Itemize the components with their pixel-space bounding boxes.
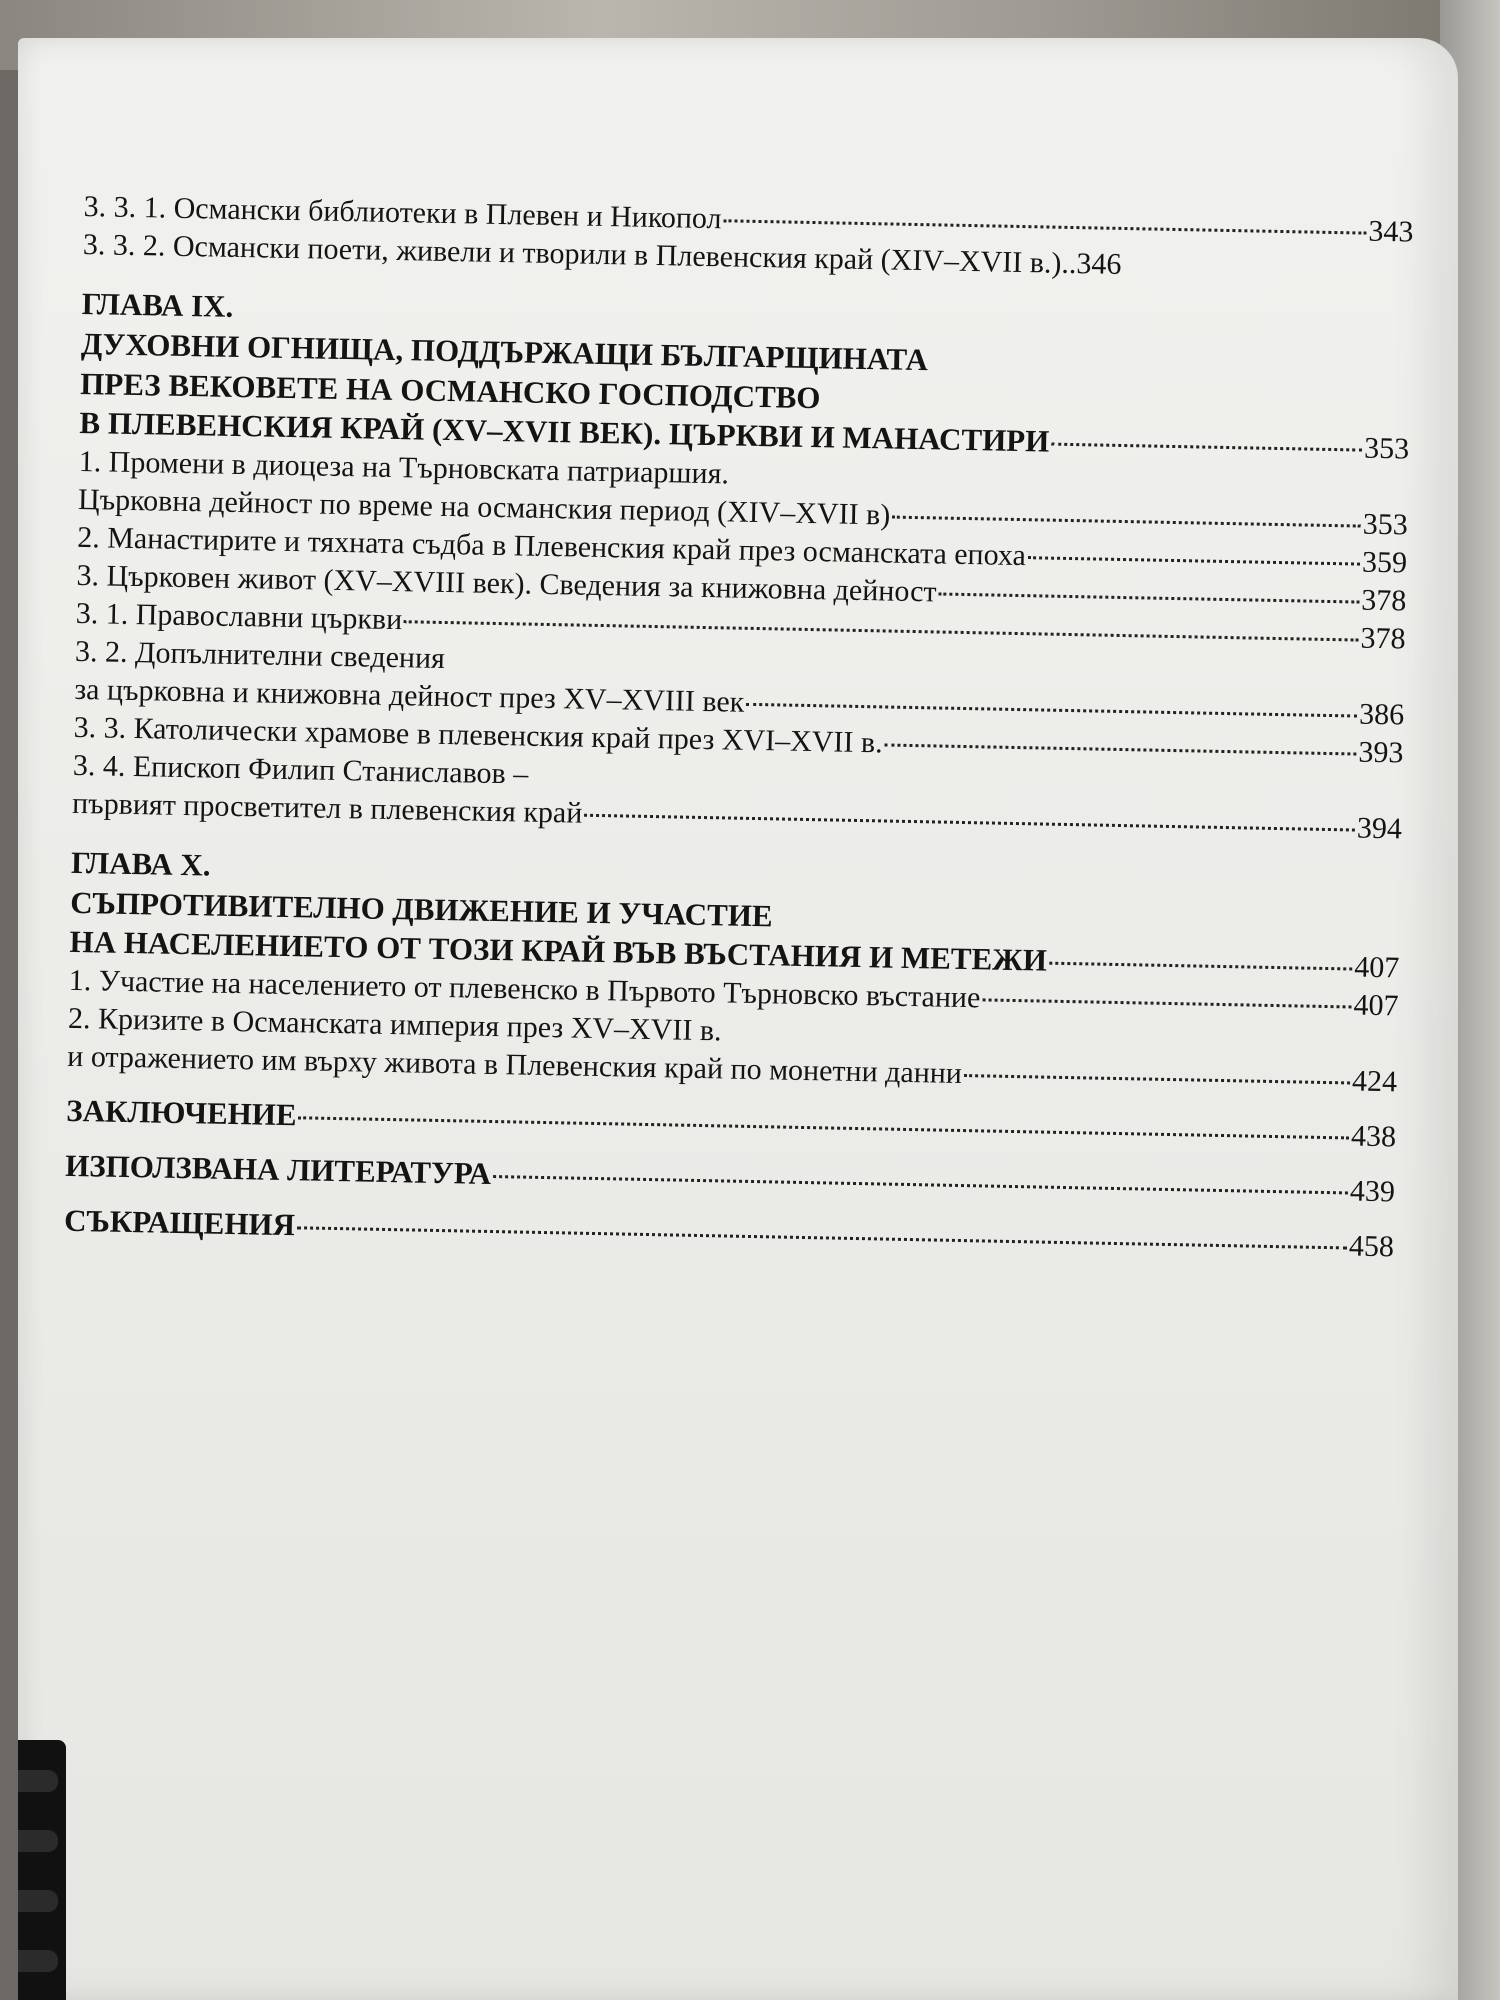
binding-ring	[18, 1890, 58, 1912]
toc-entry-title: 3. 3. Католически храмове в плевенския край през XVI–XVII в.	[73, 710, 883, 760]
toc-entry-title: 3. 1. Православни църкви	[75, 596, 403, 637]
toc-entry-title: 1. Промени в диоцеза на Търновската патриаршия.	[78, 444, 730, 491]
dot-leader	[584, 814, 1355, 832]
toc-section-entry	[66, 1092, 1397, 1157]
chapter-title-line: В ПЛЕВЕНСКИЯ КРАЙ (XV–XVII ВЕК). ЦЪРКВИ И МАНАСТИРИ	[79, 404, 1050, 459]
chapter-heading: ГЛАВА X.	[70, 844, 211, 883]
binding-spiral	[18, 1740, 66, 2000]
dot-leader	[982, 998, 1351, 1008]
book-page	[18, 38, 1458, 2000]
toc-entry-page: 343	[1368, 214, 1414, 249]
toc-entry-title: 3. 2. Допълнителни сведения	[74, 634, 446, 676]
toc-entry-page: 407	[1353, 950, 1400, 985]
chapter-title-line: СЪПРОТИВИТЕЛНО ДВИЖЕНИЕ И УЧАСТИЕ	[69, 884, 773, 934]
toc-entry-title: Църковна дейност по време на османския период (XIV–XVII в)	[77, 482, 891, 532]
dot-leader	[1028, 556, 1360, 565]
toc-entry-page: 346	[1076, 247, 1122, 281]
table-of-contents	[64, 188, 1414, 1266]
toc-entry-page: 394	[1356, 811, 1403, 846]
chapter-title-line: ДУХОВНИ ОГНИЩА, ПОДДЪРЖАЩИ БЪЛГАРЩИНАТА	[80, 325, 929, 378]
toc-entry-page: 378	[1361, 583, 1407, 618]
toc-entry-title: и отражението им върху живота в Плевенския край по монетни данни	[67, 1039, 963, 1091]
toc-entry-page: 378	[1360, 621, 1406, 656]
toc-entry-page: 359	[1361, 545, 1408, 580]
dot-leader	[297, 1226, 1347, 1249]
toc-entry-title: 3. 3. 1. Османски библиотеки в Плевен и Никопол	[83, 189, 722, 236]
dot-leader	[723, 219, 1366, 234]
chapter-ix	[79, 284, 1412, 469]
toc-entry-title: 2. Манастирите и тяхната съдба в Плевенския край през османската епоха	[76, 520, 1027, 573]
binding-ring	[18, 1950, 58, 1972]
toc-entry-title: първият просветител в плевенския край	[71, 786, 583, 830]
dot-leader	[1051, 443, 1362, 452]
chapter-heading: ГЛАВА IX.	[81, 285, 234, 324]
toc-entry-page: 386	[1358, 697, 1405, 732]
dot-leader	[885, 743, 1357, 755]
toc-entry-title: 3. 3. 2. Османски поети, живели и творили в Плевенския край (XIV–XVII в.)..	[82, 227, 1077, 281]
dot-leader	[299, 1116, 1349, 1139]
toc-entry-title: 3. Църковен живот (XV–XVIII век). Сведения за книжовна дейност	[76, 558, 937, 609]
toc-section-title: СЪКРАЩЕНИЯ	[63, 1202, 296, 1243]
dot-leader	[1049, 962, 1352, 971]
dot-leader	[892, 516, 1361, 528]
toc-section-entry	[64, 1202, 1395, 1267]
toc-entry-page: 424	[1351, 1064, 1398, 1099]
toc-entry-title: 1. Участие на населението от плевенско в Първото Търновско въстание	[68, 963, 981, 1015]
toc-section-title: ЗАКЛЮЧЕНИЕ	[65, 1092, 297, 1133]
toc-section-title: ИЗПОЛЗВАНА ЛИТЕРАТУРА	[64, 1147, 492, 1191]
toc-entry-title: 3. 4. Епископ Филип Станиславов –	[72, 748, 529, 791]
toc-entry-title: за църковна и книжовна дейност през XV–XVIII век	[74, 672, 745, 719]
toc-entry-page: 439	[1349, 1174, 1396, 1209]
toc-entry-page: 353	[1363, 431, 1410, 466]
toc-entry-page: 407	[1353, 988, 1399, 1023]
toc-entry-page: 393	[1358, 735, 1404, 770]
toc-entry-title: 2. Кризите в Османската империя през XV–XVII в.	[67, 1001, 722, 1048]
binding-ring	[18, 1770, 58, 1792]
dot-leader	[964, 1074, 1350, 1084]
toc-entry-page: 438	[1350, 1119, 1397, 1154]
chapter-title-line: НА НАСЕЛЕНИЕТО ОТ ТОЗИ КРАЙ ВЪВ ВЪСТАНИЯ И МЕТЕЖИ	[69, 923, 1048, 978]
dot-leader	[939, 592, 1360, 603]
chapter-title-line: ПРЕЗ ВЕКОВЕТЕ НА ОСМАНСКО ГОСПОДСТВО	[79, 365, 821, 416]
toc-entry-page: 353	[1362, 507, 1409, 542]
dot-leader	[404, 620, 1358, 641]
toc-entry-page: 458	[1348, 1229, 1395, 1264]
binding-ring	[18, 1830, 58, 1852]
toc-section-entry	[65, 1147, 1396, 1212]
dot-leader	[493, 1175, 1348, 1194]
dot-leader	[746, 703, 1357, 718]
